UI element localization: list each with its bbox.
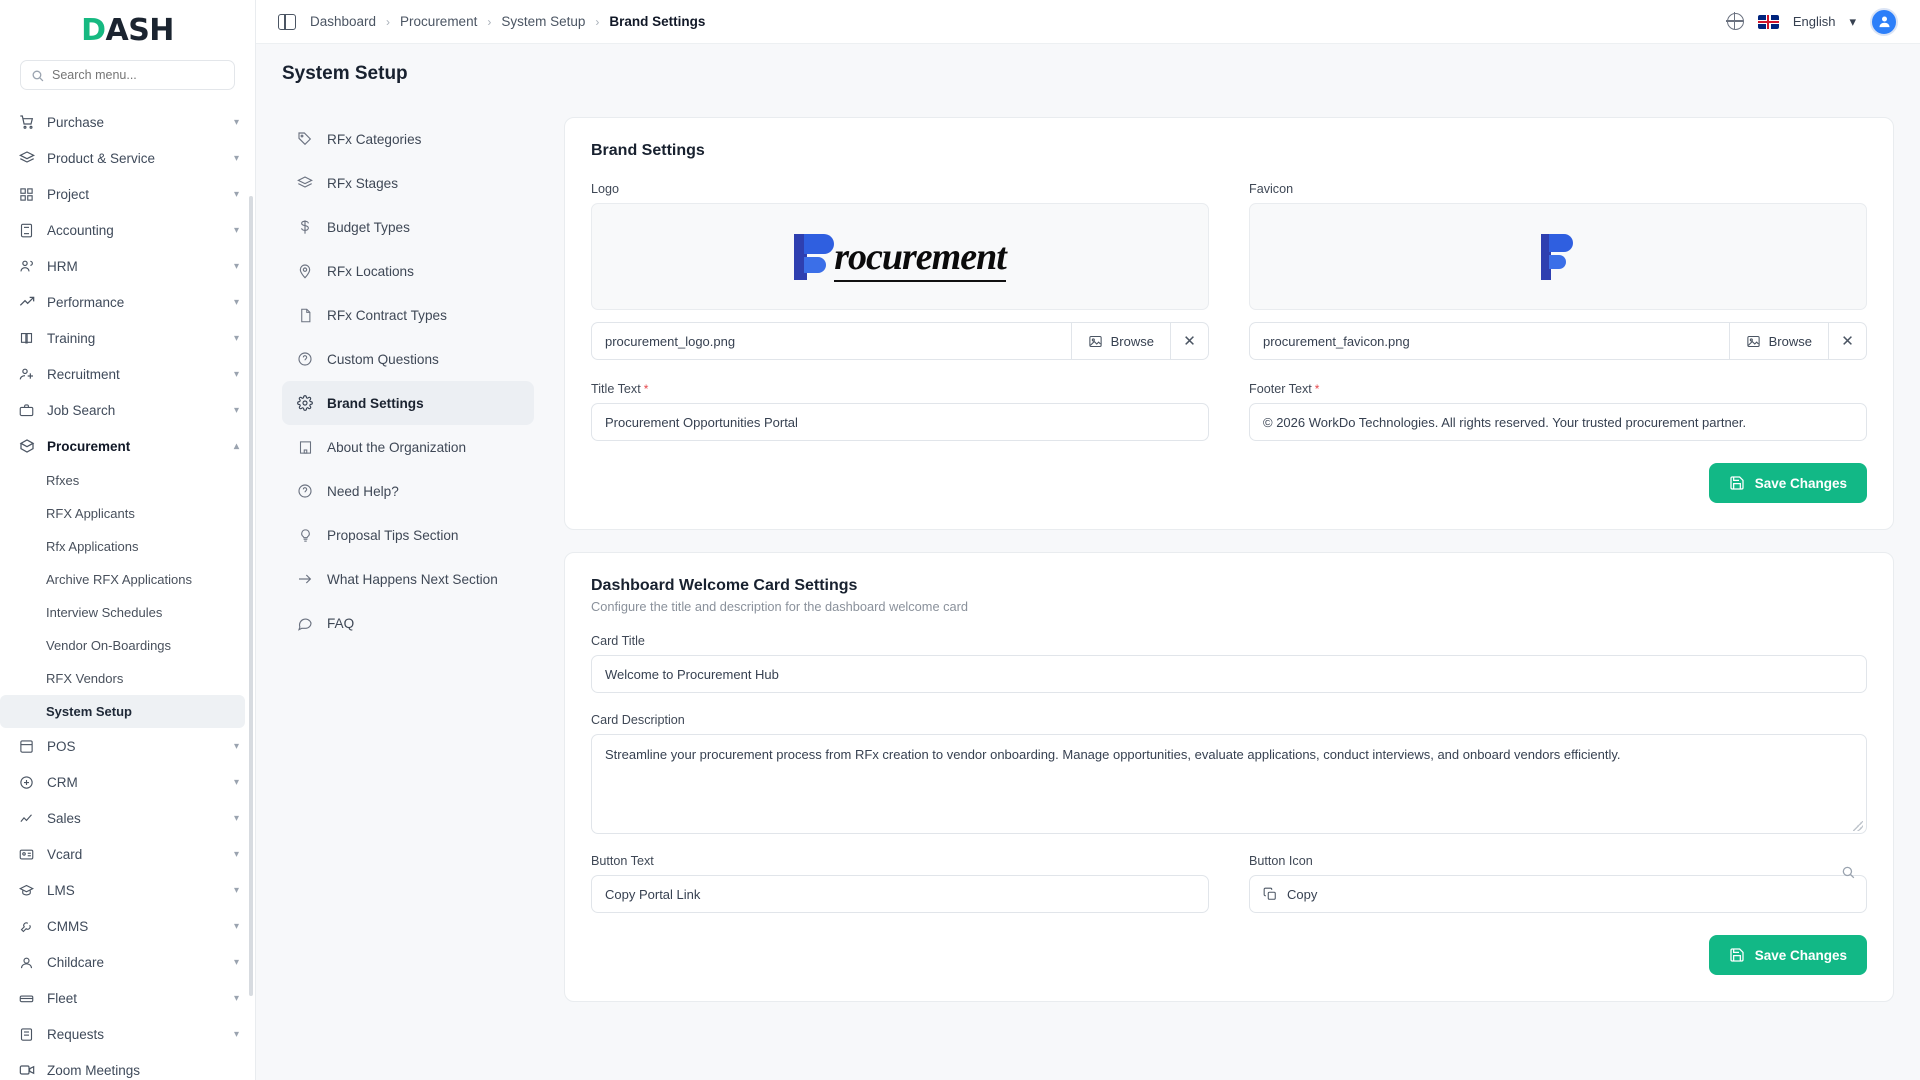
card-description-label: Card Description <box>591 713 685 727</box>
chevron-down-icon: ▾ <box>233 188 239 200</box>
settings-nav-label: RFx Stages <box>327 175 399 191</box>
building-icon <box>296 440 314 455</box>
search-icon[interactable] <box>1841 865 1855 879</box>
favicon-image <box>1541 234 1575 280</box>
chevron-down-icon: ▾ <box>233 884 239 896</box>
sidebar-item-label: LMS <box>47 882 75 898</box>
help-icon <box>296 483 314 499</box>
sidebar-item-procurement[interactable] <box>0 428 255 464</box>
sidebar-item-label: Training <box>47 330 96 346</box>
sidebar-item-training[interactable] <box>0 320 255 356</box>
sidebar-item-label: Project <box>47 186 90 202</box>
favicon-field-group <box>1249 182 1867 360</box>
box-icon <box>18 438 35 455</box>
settings-nav-label: Budget Types <box>327 219 410 235</box>
chevron-down-icon: ▾ <box>233 260 239 272</box>
footer-text-label-text: Footer Text <box>1249 382 1312 396</box>
chevron-down-icon: ▾ <box>233 404 239 416</box>
logo-browse-label: Browse <box>1110 333 1154 349</box>
settings-nav-proposal-tips[interactable] <box>282 513 534 557</box>
save-brand-settings-label: Save Changes <box>1754 475 1847 491</box>
sidebar-item-hrm[interactable] <box>0 248 255 284</box>
video-icon <box>18 1062 35 1079</box>
sidebar-item-label: Sales <box>47 810 81 826</box>
copy-icon <box>1263 887 1277 901</box>
favicon-browse-button[interactable] <box>1729 322 1829 360</box>
chevron-down-icon: ▾ <box>233 152 239 164</box>
layers-icon <box>296 175 314 191</box>
settings-nav-label: Proposal Tips Section <box>327 527 459 543</box>
chevron-down-icon[interactable]: ▾ <box>1849 13 1856 29</box>
page-title: System Setup <box>282 63 408 84</box>
chevron-down-icon: ▾ <box>233 224 239 236</box>
sidebar-item-label: Childcare <box>47 954 105 970</box>
sidebar-subitem-vendor-on-boardings[interactable]: Vendor On-Boardings <box>46 638 172 653</box>
sidebar-item-fleet[interactable] <box>0 980 255 1016</box>
favicon-file-name: procurement_favicon.png <box>1249 322 1729 360</box>
bulb-icon <box>296 528 314 543</box>
childcare-icon <box>18 954 35 971</box>
card-description-field-group <box>591 713 1867 834</box>
sidebar-item-label: Job Search <box>47 402 116 418</box>
user-plus-icon <box>18 366 35 383</box>
chevron-down-icon: ▾ <box>233 848 239 860</box>
sidebar-item-vcard[interactable] <box>0 836 255 872</box>
people-icon <box>18 258 35 275</box>
sidebar-item-project[interactable] <box>0 176 255 212</box>
sidebar-item-label: Fleet <box>47 990 78 1006</box>
crm-icon <box>18 774 35 791</box>
tag-icon <box>296 131 314 147</box>
sidebar-item-label: Purchase <box>47 114 105 130</box>
sidebar-item-label: CRM <box>47 774 78 790</box>
logo-d: D <box>81 12 106 48</box>
welcome-card-subtitle: Configure the title and description for the dashboard welcome card <box>591 599 969 614</box>
card-title-label: Card Title <box>591 634 645 648</box>
settings-nav-rfx-stages[interactable] <box>282 161 534 205</box>
button-icon-label: Button Icon <box>1249 854 1313 868</box>
settings-nav-label: Brand Settings <box>327 395 424 411</box>
save-brand-settings-button[interactable] <box>1709 463 1867 503</box>
chevron-down-icon: ▾ <box>233 740 239 752</box>
settings-nav-label: Custom Questions <box>327 351 439 367</box>
sidebar-item-label: Recruitment <box>47 366 120 382</box>
logo-rest: ASH <box>105 12 174 48</box>
main-area <box>256 0 1920 1080</box>
settings-nav-budget-types[interactable] <box>282 205 534 249</box>
title-text-label-text: Title Text <box>591 382 641 396</box>
title-text-field-group <box>591 382 1209 441</box>
breadcrumb-brand-settings: Brand Settings <box>609 14 706 29</box>
sidebar-subitem-rfxes[interactable]: Rfxes <box>46 473 80 488</box>
sidebar-item-label: Vcard <box>47 846 83 862</box>
settings-nav-rfx-locations[interactable] <box>282 249 534 293</box>
favicon-label: Favicon <box>1249 182 1294 196</box>
book-icon <box>18 330 35 347</box>
settings-nav-need-help[interactable] <box>282 469 534 513</box>
topbar-actions <box>1727 8 1898 36</box>
favicon-preview <box>1249 203 1867 310</box>
card-description-value: Streamline your procurement process from RFx creation to vendor onboarding. Manage opportunities, evaluate applications, conduct interviews, and onboard vendors efficiently. <box>605 747 1621 762</box>
settings-nav-label: Need Help? <box>327 483 399 499</box>
sales-icon <box>18 810 35 827</box>
language-selector[interactable]: English <box>1792 14 1836 29</box>
save-icon <box>1729 947 1745 963</box>
sidebar-item-purchase[interactable] <box>0 104 255 140</box>
button-text-input[interactable]: Copy Portal Link <box>591 875 1209 913</box>
chevron-down-icon: ▾ <box>233 296 239 308</box>
search-input[interactable] <box>52 68 224 82</box>
button-icon-picker[interactable] <box>1249 875 1867 913</box>
fleet-icon <box>18 990 35 1007</box>
question-icon <box>296 351 314 367</box>
button-text-field-group <box>591 854 1209 913</box>
logo-file-row <box>591 322 1209 360</box>
chevron-down-icon: ▾ <box>233 812 239 824</box>
sidebar-item-crm[interactable] <box>0 764 255 800</box>
card-title-field-group <box>591 634 1867 693</box>
pos-icon <box>18 738 35 755</box>
settings-nav-brand-settings[interactable] <box>282 381 534 425</box>
sidebar-item-sales[interactable] <box>0 800 255 836</box>
sidebar-item-zoom-meetings[interactable] <box>0 1052 255 1080</box>
title-text-input[interactable]: Procurement Opportunities Portal <box>591 403 1209 441</box>
button-text-label: Button Text <box>591 854 654 868</box>
sidebar-item-performance[interactable] <box>0 284 255 320</box>
required-marker: * <box>643 382 649 396</box>
logo-preview <box>591 203 1209 310</box>
settings-nav-rfx-contract-types[interactable] <box>282 293 534 337</box>
sidebar-item-product-service[interactable] <box>0 140 255 176</box>
sidebar-subitem-system-setup[interactable]: System Setup <box>0 695 245 728</box>
content-area <box>534 99 1894 1080</box>
sidebar-search[interactable] <box>0 60 255 100</box>
chevron-down-icon: ▾ <box>233 332 239 344</box>
save-welcome-card-label: Save Changes <box>1754 947 1847 963</box>
search-icon <box>31 69 44 82</box>
logo-browse-button[interactable] <box>1071 322 1171 360</box>
sidebar-item-cmms[interactable] <box>0 908 255 944</box>
settings-nav-label: About the Organization <box>327 439 467 455</box>
topbar <box>256 0 1920 44</box>
sidebar-subitem-interview-schedules[interactable]: Interview Schedules <box>46 605 163 620</box>
logo-clear-button[interactable]: ✕ <box>1171 322 1209 360</box>
procurement-mark-icon <box>794 231 840 283</box>
settings-nav[interactable] <box>282 99 534 1080</box>
sidebar-subitem-archive-rfx-applications[interactable]: Archive RFX Applications <box>46 572 192 587</box>
logo-image <box>794 231 1006 283</box>
sidebar-item-label: Product & Service <box>47 150 156 166</box>
brand-settings-title: Brand Settings <box>591 142 705 159</box>
pin-icon <box>296 263 314 279</box>
settings-nav-label: RFx Contract Types <box>327 307 447 323</box>
toggle-sidebar-icon[interactable] <box>278 14 296 30</box>
save-icon <box>1729 475 1745 491</box>
settings-nav-faq[interactable] <box>282 601 534 645</box>
chevron-down-icon: ▾ <box>233 956 239 968</box>
card-description-textarea[interactable] <box>591 734 1867 834</box>
dollar-icon <box>296 219 314 235</box>
title-text-label <box>591 382 1209 396</box>
avatar[interactable] <box>1870 8 1898 36</box>
breadcrumb-dashboard[interactable]: Dashboard <box>310 14 377 29</box>
chevron-down-icon: ▾ <box>233 368 239 380</box>
sidebar-item-lms[interactable] <box>0 872 255 908</box>
save-welcome-card-button[interactable] <box>1709 935 1867 975</box>
settings-nav-what-happens-next[interactable] <box>282 557 534 601</box>
welcome-card-settings <box>564 552 1894 1002</box>
globe-icon[interactable] <box>1727 13 1744 30</box>
button-icon-value: Copy <box>1287 886 1318 902</box>
favicon-clear-button[interactable]: ✕ <box>1829 322 1867 360</box>
sidebar-item-label: Performance <box>47 294 125 310</box>
settings-nav-custom-questions[interactable] <box>282 337 534 381</box>
document-icon <box>296 308 314 323</box>
settings-nav-label: What Happens Next Section <box>327 571 498 587</box>
card-title-input[interactable]: Welcome to Procurement Hub <box>591 655 1867 693</box>
settings-nav-label: RFx Locations <box>327 263 414 279</box>
breadcrumb-system-setup[interactable]: System Setup <box>501 14 586 29</box>
sidebar-item-job-search[interactable] <box>0 392 255 428</box>
footer-text-input[interactable]: © 2026 WorkDo Technologies. All rights reserved. Your trusted procurement partner. <box>1249 403 1867 441</box>
sidebar-subitem-rfx-applicants[interactable]: RFX Applicants <box>46 506 135 521</box>
chevron-down-icon: ▾ <box>233 116 239 128</box>
chat-icon <box>296 615 314 631</box>
sidebar-nav[interactable] <box>0 100 255 1080</box>
cmms-icon <box>18 918 35 935</box>
sidebar-item-label: Zoom Meetings <box>47 1062 141 1078</box>
sidebar-item-label: Accounting <box>47 222 114 238</box>
chevron-up-icon: ▴ <box>233 440 239 452</box>
settings-nav-about-organization[interactable] <box>282 425 534 469</box>
gear-icon <box>296 395 314 411</box>
sidebar-item-label: POS <box>47 738 76 754</box>
image-icon <box>1088 334 1103 349</box>
trend-icon <box>18 294 35 311</box>
logo-field-group <box>591 182 1209 360</box>
image-icon <box>1746 334 1761 349</box>
chevron-down-icon: ▾ <box>233 776 239 788</box>
button-icon-field-group <box>1249 854 1867 913</box>
sidebar-item-label: Procurement <box>47 438 131 454</box>
sidebar-subitem-rfx-applications[interactable]: Rfx Applications <box>46 539 139 554</box>
settings-nav-rfx-categories[interactable] <box>282 117 534 161</box>
breadcrumb-procurement[interactable]: Procurement <box>400 14 478 29</box>
sidebar-item-pos[interactable] <box>0 728 255 764</box>
chevron-down-icon: ▾ <box>233 992 239 1004</box>
lms-icon <box>18 882 35 899</box>
breadcrumb <box>310 14 705 29</box>
sidebar-item-requests[interactable] <box>0 1016 255 1052</box>
sidebar-subitem-rfx-vendors[interactable]: RFX Vendors <box>46 671 124 686</box>
resize-handle[interactable] <box>1853 821 1863 831</box>
sidebar-item-label: HRM <box>47 258 78 274</box>
sidebar <box>0 0 256 1080</box>
logo-file-name: procurement_logo.png <box>591 322 1071 360</box>
sidebar-item-label: Requests <box>47 1026 105 1042</box>
briefcase-icon <box>18 402 35 419</box>
chevron-right-icon: › <box>386 14 391 29</box>
cart-icon <box>18 114 35 131</box>
layers-icon <box>18 150 35 167</box>
flag-uk-icon <box>1758 15 1779 29</box>
sidebar-item-accounting[interactable] <box>0 212 255 248</box>
footer-text-label <box>1249 382 1867 396</box>
footer-text-field-group <box>1249 382 1867 441</box>
chevron-down-icon: ▾ <box>233 920 239 932</box>
settings-nav-label: FAQ <box>327 615 355 631</box>
grid-icon <box>18 186 35 203</box>
welcome-card-title: Dashboard Welcome Card Settings <box>591 577 858 594</box>
calculator-icon <box>18 222 35 239</box>
sidebar-scrollbar[interactable] <box>249 196 253 996</box>
brand-settings-card <box>564 117 1894 530</box>
logo-label: Logo <box>591 182 620 196</box>
favicon-file-row <box>1249 322 1867 360</box>
sidebar-item-recruitment[interactable] <box>0 356 255 392</box>
chevron-right-icon: › <box>487 14 492 29</box>
brand-settings-actions <box>591 463 1867 503</box>
vcard-icon <box>18 846 35 863</box>
arrow-right-icon <box>296 571 314 587</box>
required-marker: * <box>1314 382 1320 396</box>
sidebar-item-label: CMMS <box>47 918 89 934</box>
chevron-right-icon: › <box>595 14 600 29</box>
requests-icon <box>18 1026 35 1043</box>
sidebar-item-childcare[interactable] <box>0 944 255 980</box>
welcome-card-actions <box>591 935 1867 975</box>
button-config-row <box>591 854 1867 913</box>
logo-preview-text: rocurement <box>834 236 1006 282</box>
favicon-browse-label: Browse <box>1768 333 1812 349</box>
chevron-down-icon: ▾ <box>233 1028 239 1040</box>
settings-nav-label: RFx Categories <box>327 131 422 147</box>
app-logo[interactable] <box>0 0 255 60</box>
